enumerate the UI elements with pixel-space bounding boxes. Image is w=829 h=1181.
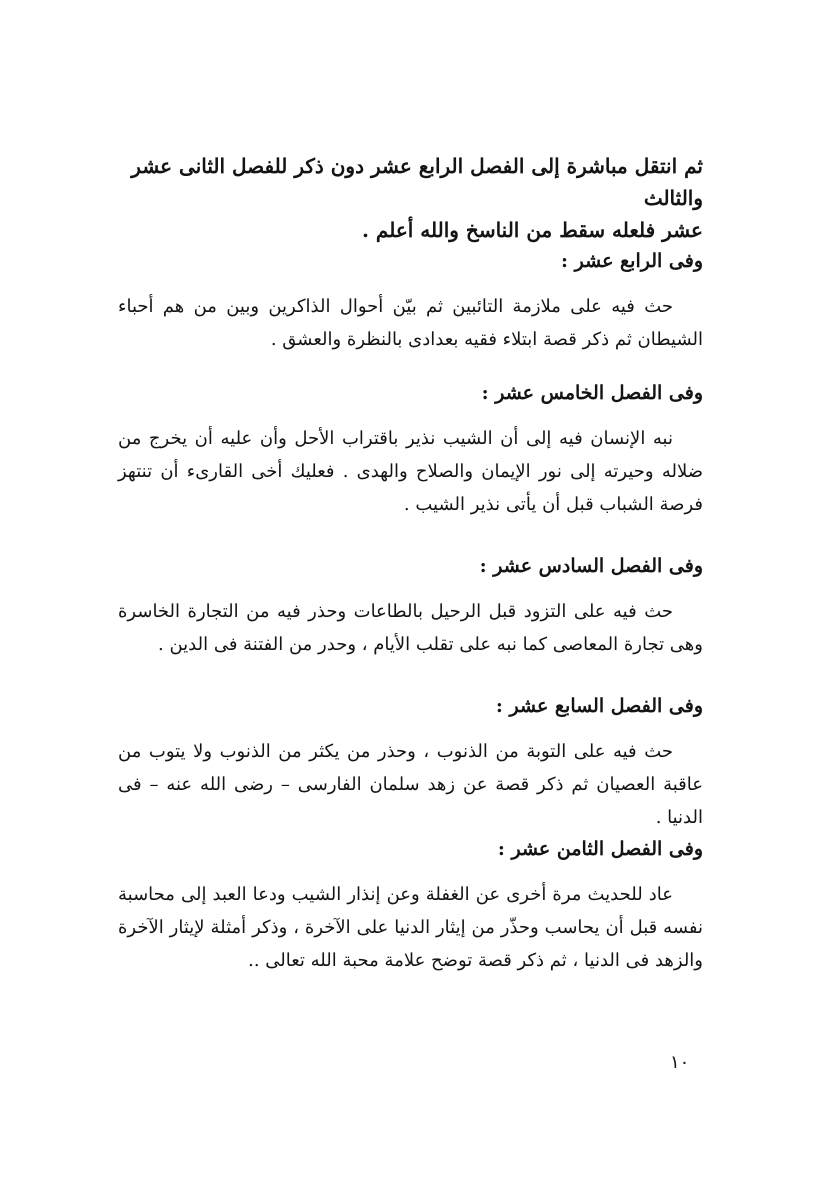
section-body: حث فيه على التزود قبل الرحيل بالطاعات وحذر فيه من التجارة الخاسرة وهى تجارة المعاصى كما نبه على تقلب الأيام ، وحدر من الفتنة فى الدين . xyxy=(118,601,703,655)
section-heading: وفى الفصل الخامس عشر : xyxy=(481,382,703,404)
page-number: ١٠ xyxy=(670,1052,690,1073)
section-15 xyxy=(118,378,703,521)
section-16 xyxy=(118,551,703,661)
section-heading: وفى الفصل السادس عشر : xyxy=(479,555,703,577)
section-heading: وفى الرابع عشر : xyxy=(561,250,703,272)
section-heading: وفى الفصل السابع عشر : xyxy=(495,695,703,717)
intro-line-1: ثم انتقل مباشرة إلى الفصل الرابع عشر دون ذكر للفصل الثانى عشر والثالث xyxy=(131,154,703,210)
section-14 xyxy=(118,246,703,356)
section-body: حث فيه على التوبة من الذنوب ، وحذر من يكثر من الذنوب ولا يتوب من عاقبة العصيان ثم ذكر قصة عن زهد سلمان الفارسى – رضى الله عنه – فى الدنيا . xyxy=(118,741,703,828)
page-content xyxy=(118,150,703,977)
section-heading: وفى الفصل الثامن عشر : xyxy=(497,838,703,860)
section-body: عاد للحديث مرة أخرى عن الغفلة وعن إنذار الشيب ودعا العبد إلى محاسبة نفسه قبل أن يحاسب وحذّر من إيثار الدنيا على الآخرة ، وذكر أمثلة لإيثار الآخرة والزهد فى الدنيا ، ثم ذكر قصة توضح علامة محبة الله تعالى .. xyxy=(118,884,703,971)
intro-line-2: عشر فلعله سقط من الناسخ والله أعلم . xyxy=(361,218,703,242)
section-18 xyxy=(118,834,703,977)
section-body: حث فيه على ملازمة التائبين ثم بيّن أحوال الذاكرين وبين من هم أحباء الشيطان ثم ذكر قصة ابتلاء فقيه بعدادى بالنظرة والعشق . xyxy=(118,296,703,350)
section-body: نبه الإنسان فيه إلى أن الشيب نذير باقتراب الأحل وأن عليه أن يخرج من ضلاله وحيرته إلى نور الإيمان والصلاح والهدى . فعليك أخى القارىء أن تنتهز فرصة الشباب قبل أن يأتى نذير الشيب . xyxy=(118,428,703,515)
intro-note xyxy=(118,150,703,246)
section-17 xyxy=(118,691,703,834)
